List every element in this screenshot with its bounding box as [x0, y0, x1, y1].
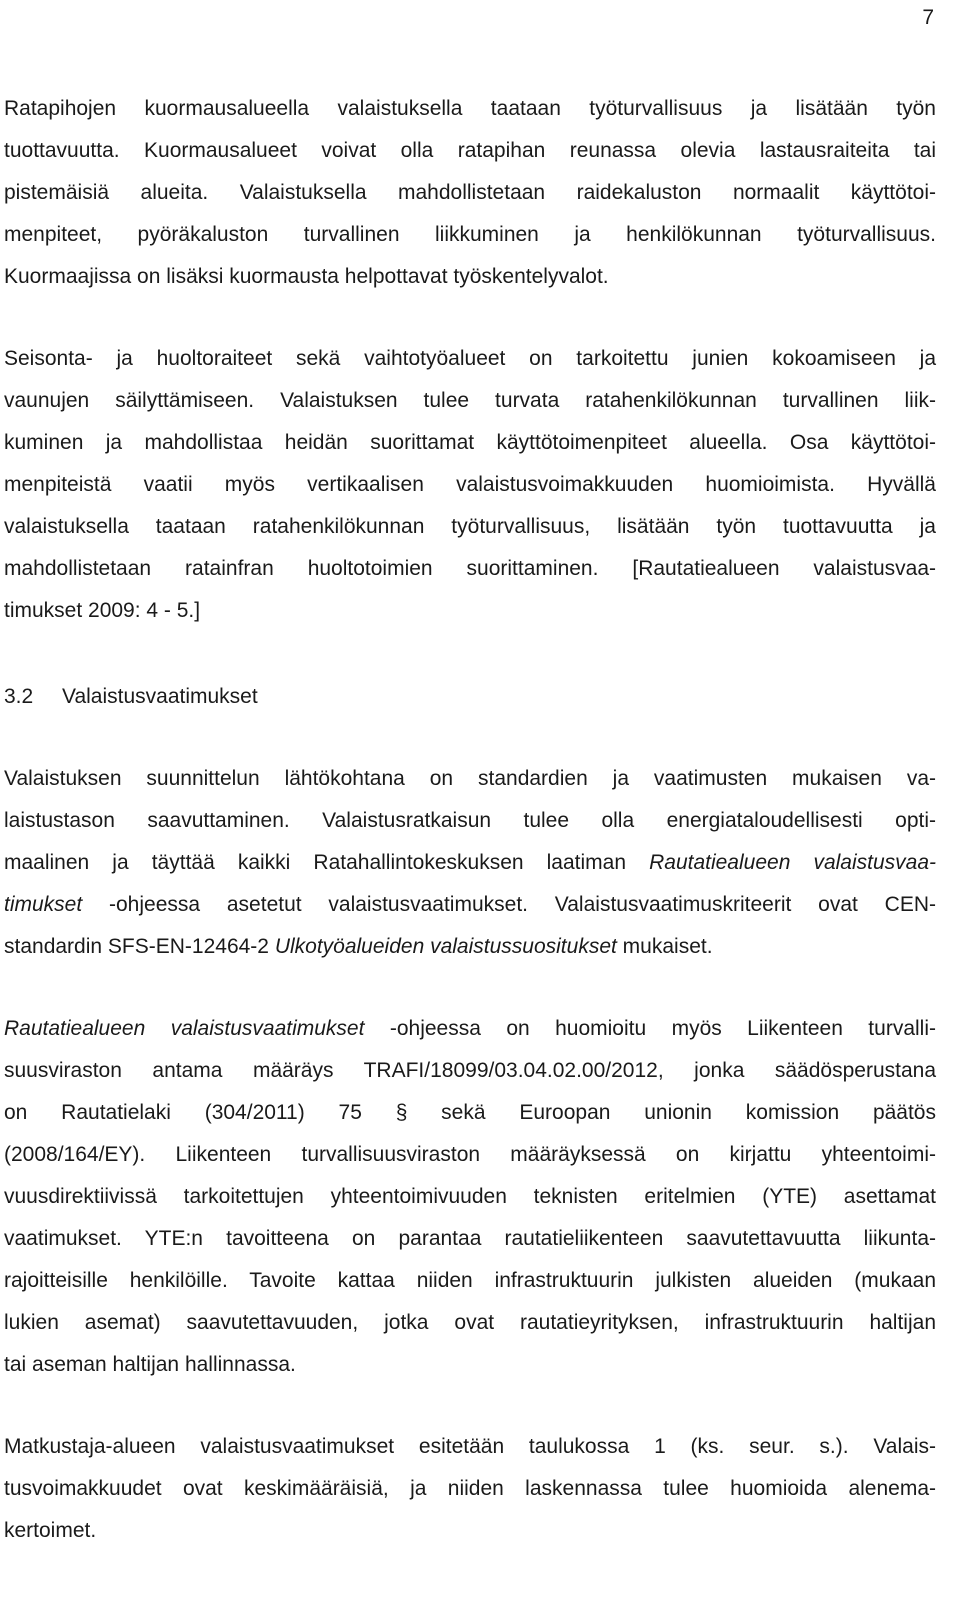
- text-line: menpiteet, pyöräkaluston turvallinen liikkuminen ja henkilökunnan työturvallisuus.: [4, 223, 936, 246]
- document-title-italic: timukset: [4, 893, 83, 916]
- text-line: [4, 884, 936, 926]
- text-line: rajoitteisille henkilöille. Tavoite kattaa niiden infrastruktuurin julkisten alueiden (mukaan: [4, 1269, 936, 1292]
- text-line: laistustason saavuttaminen. Valaistusratkaisun tulee olla energiataloudellisesti opti-: [4, 809, 936, 832]
- text-line: vaunujen säilyttämiseen. Valaistuksen tulee turvata ratahenkilökunnan turvallinen liik-: [4, 389, 936, 412]
- text-line: kertoimet.: [4, 1519, 97, 1542]
- text-line: Valaistuksen suunnittelun lähtökohtana on standardien ja vaatimusten mukaisen va-: [4, 767, 936, 790]
- text-line: valaistuksella taataan ratahenkilökunnan työturvallisuus, lisätään työn tuottavuutta ja: [4, 515, 936, 538]
- text-line: Kuormaajissa on lisäksi kuormausta helpottavat työskentelyvalot.: [4, 265, 609, 288]
- text-line: tai aseman haltijan hallinnassa.: [4, 1353, 296, 1376]
- text-run: -ohjeessa asetetut valaistusvaatimukset. Valaistusvaatimuskriteerit ovat CEN-: [82, 893, 936, 916]
- paragraph-storage-tracks: [4, 338, 936, 632]
- paragraph-regulations: [4, 1008, 936, 1386]
- section-title: Valaistusvaatimukset: [62, 685, 258, 708]
- section-number: 3.2: [4, 685, 34, 708]
- text-line: Seisonta- ja huoltoraiteet sekä vaihtotyöalueet on tarkoitettu junien kokoamiseen ja: [4, 347, 936, 370]
- text-line: Matkustaja-alueen valaistusvaatimukset esitetään taulukossa 1 (ks. seur. s.). Valais-: [4, 1435, 936, 1458]
- text-line: tusvoimakkuudet ovat keskimääräisiä, ja niiden laskennassa tulee huomioida alenema-: [4, 1477, 936, 1500]
- text-line: menpiteistä vaatii myös vertikaalisen valaistusvoimakkuuden huomioimista. Hyvällä: [4, 473, 936, 496]
- document-body: [4, 88, 936, 1552]
- paragraph-passenger-areas: [4, 1426, 936, 1552]
- text-line: timukset 2009: 4 - 5.]: [4, 599, 201, 622]
- text-run: standardin SFS-EN-12464-2: [4, 935, 275, 958]
- paragraph-rail-yard-loading: [4, 88, 936, 298]
- text-line: tuottavuutta. Kuormausalueet voivat olla ratapihan reunassa olevia lastausraiteita tai: [4, 139, 936, 162]
- text-line: [4, 1008, 936, 1050]
- text-line: [4, 926, 936, 968]
- text-run: -ohjeessa on huomioitu myös Liikenteen turvalli-: [364, 1017, 936, 1040]
- paragraph-lighting-design: [4, 758, 936, 968]
- text-line: suusviraston antama määräys TRAFI/18099/03.04.02.00/2012, jonka säädösperustana: [4, 1059, 936, 1082]
- standard-title-italic: Ulkotyöalueiden valaistussuositukset: [274, 935, 617, 958]
- text-run: maalinen ja täyttää kaikki Ratahallintokeskuksen laatiman: [4, 851, 650, 874]
- text-line: (2008/164/EY). Liikenteen turvallisuusviraston määräyksessä on kirjattu yhteentoimi-: [4, 1143, 936, 1166]
- text-line: pistemäisiä alueita. Valaistuksella mahdollistetaan raidekaluston normaalit käyttötoi-: [4, 181, 936, 204]
- text-line: Ratapihojen kuormausalueella valaistuksella taataan työturvallisuus ja lisätään työn: [4, 97, 936, 120]
- text-line: mahdollistetaan ratainfran huoltotoimien suorittaminen. [Rautatiealueen valaistusvaa-: [4, 557, 936, 580]
- section-heading: [4, 676, 936, 718]
- text-line: lukien asemat) saavutettavuuden, jotka ovat rautatieyrityksen, infrastruktuurin haltijan: [4, 1311, 936, 1334]
- document-title-italic: Rautatiealueen valaistusvaatimukset: [4, 1017, 365, 1040]
- text-line: kuminen ja mahdollistaa heidän suorittamat käyttötoimenpiteet alueella. Osa käyttötoi-: [4, 431, 936, 454]
- text-line: vuusdirektiivissä tarkoitettujen yhteentoimivuuden teknisten eritelmien (YTE) asettamat: [4, 1185, 936, 1208]
- text-line: [4, 842, 936, 884]
- page-number: 7: [922, 6, 934, 29]
- document-title-italic: Rautatiealueen valaistusvaa-: [649, 851, 937, 874]
- text-line: vaatimukset. YTE:n tavoitteena on parantaa rautatieliikenteen saavutettavuutta liikunta-: [4, 1227, 936, 1250]
- text-line: on Rautatielaki (304/2011) 75 § sekä Euroopan unionin komission päätös: [4, 1101, 936, 1124]
- text-run: mukaiset.: [616, 935, 713, 958]
